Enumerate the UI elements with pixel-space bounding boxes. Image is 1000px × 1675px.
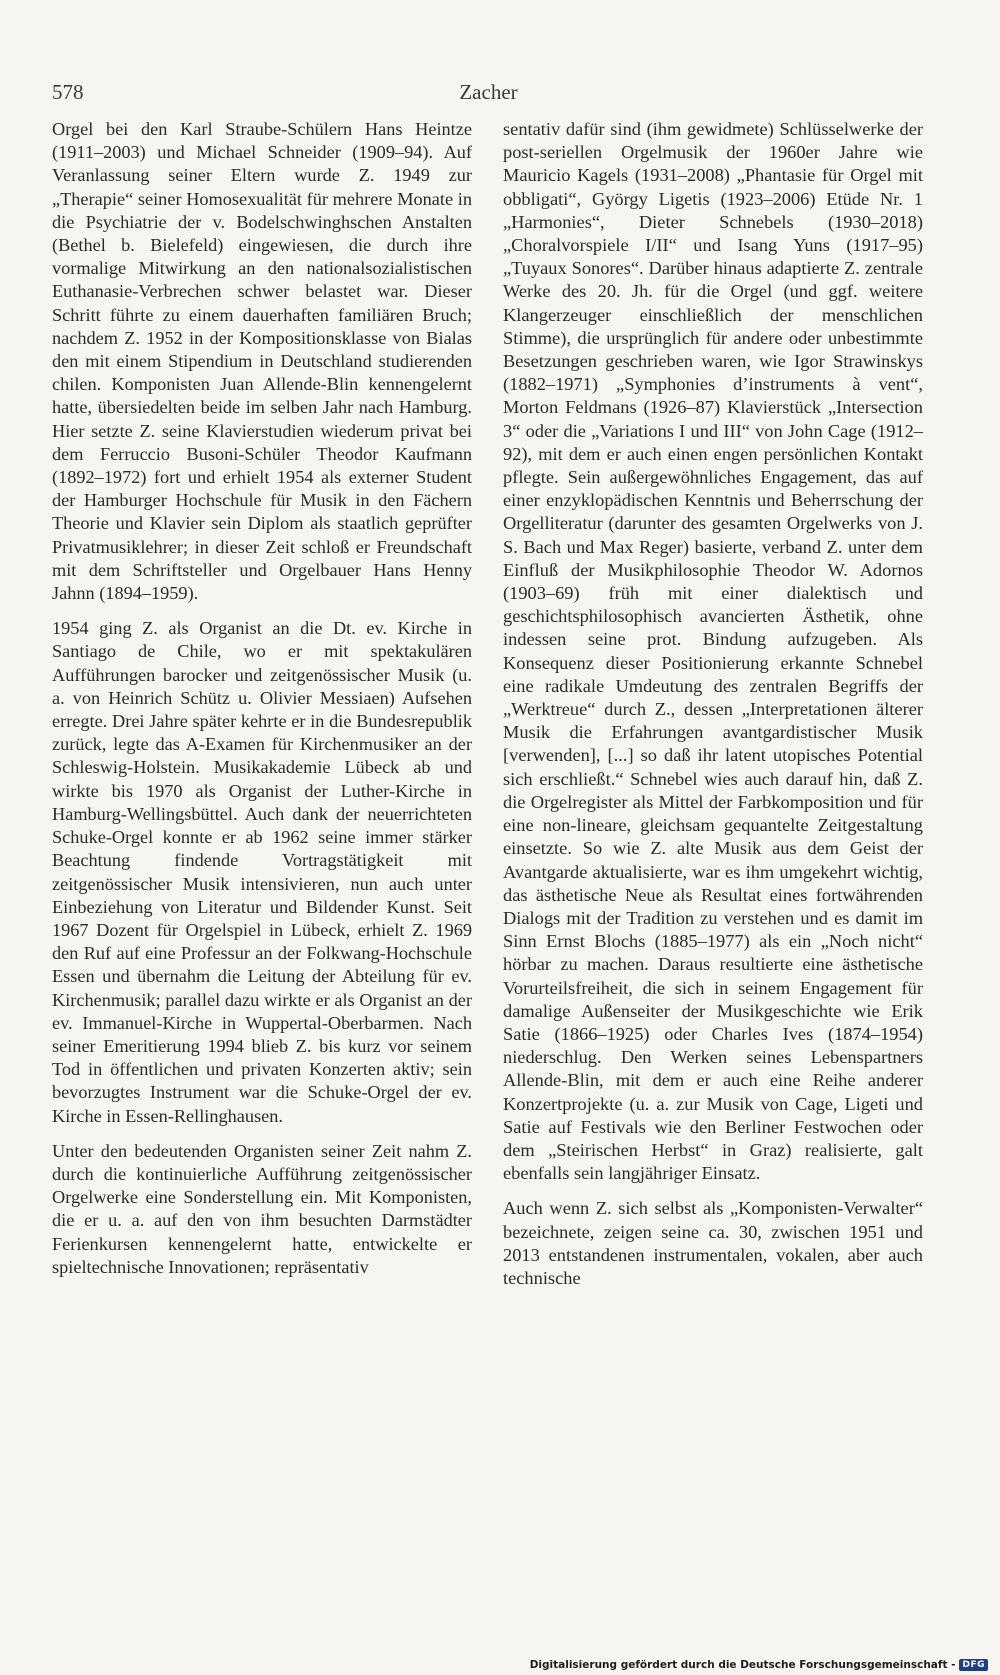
paragraph: 1954 ging Z. als Organist an die Dt. ev. Kirche in Santiago de Chile, wo er mit spektakulären Aufführungen barocker und zeitgenössischer Musik (u. a. von Heinrich Schütz u. Olivier Messiaen) Aufsehen erregte. Drei Jahre später kehrte er in die Bundesrepublik zurück, legte das A-Examen für Kirchenmusiker an der Schleswig-Holstein. Musikakademie Lübeck ab und wirkte bis 1970 als Organist der Luther-Kirche in Hamburg-Wellingsbüttel. Auch dank der neuerrichteten Schuke-Orgel konnte er ab 1962 seine immer stärker Beachtung findende Vortragstätigkeit mit zeitgenössischer Musik intensivieren, nun auch unter Einbeziehung von Literatur und Bildender Kunst. Seit 1967 Dozent für Orgelspiel in Lübeck, erhielt Z. 1969 den Ruf auf eine Professur an der Folkwang-Hochschule Essen und übernahm die Leitung der Abteilung für ev. Kirchenmusik; parallel dazu wirkte er als Organist an der ev. Immanuel-Kirche in Wuppertal-Oberbarmen. Nach seiner Emeritierung 1994 blieb Z. bis kurz vor seinem Tod in öffentlichen und privaten Konzerten aktiv; sein bevorzugtes Instrument war die Schuke-Orgel der ev. Kirche in Essen-Rellinghausen.: [52, 618, 472, 1126]
dfg-logo: DFG: [959, 1659, 988, 1671]
digitization-credit: [530, 1659, 988, 1671]
page-number: 578: [52, 80, 84, 104]
paragraph: sentativ dafür sind (ihm gewidmete) Schlüsselwerke der post-seriellen Orgelmusik der 1960er Jahre wie Mauricio Kagels (1931–2008) „Phantasie für Orgel mit obbligati“, György Ligetis (1923–2006) Etüde Nr. 1 „Harmonies“, Dieter Schnebels (1930–2018) „Choralvorspiele I/II“ und Isang Yuns (1917–95) „Tuyaux Sonores“. Darüber hinaus adaptierte Z. zentrale Werke des 20. Jh. für die Orgel (und ggf. weitere Klangerzeuger einschließlich der menschlichen Stimme), die ursprünglich für andere oder unbestimmte Besetzungen geschrieben waren, wie Igor Strawinskys (1882–1971) „Symphonies d’instruments à vent“, Morton Feldmans (1926–87) Klavierstück „Intersection 3“ oder die „Variations I und III“ von John Cage (1912–92), mit dem er auch einen engen persönlichen Kontakt pflegte. Sein außergewöhnliches Engagement, das auf einer enzyklopädischen Kenntnis und Beherrschung der Orgelliteratur (darunter des gesamten Orgelwerks von J. S. Bach und Max Reger) basierte, verband Z. unter dem Einfluß der Musikphilosophie Theodor W. Adornos (1903–69) früh mit einer dialektisch und geschichtsphilosophisch avancierten Ästhetik, ohne indessen seine prot. Bindung aufzugeben. Als Konsequenz dieser Positionierung erkannte Schnebel eine radikale Umdeutung des zentralen Begriffs der „Werktreue“ durch Z., dessen „Interpretationen älterer Musik die Erfahrungen avantgardistischer Musik [verwenden], [...] so daß ihr latent utopisches Potential sich erschließt.“ Schnebel wies auch darauf hin, daß Z. die Orgelregister als Mittel der Farbkomposition und für eine non-lineare, gleichsam gequantelte Zeitgestaltung einsetzte. So wie Z. alte Musik aus dem Geist der Avantgarde aktualisierte, war es ihm umgekehrt wichtig, das ästhetische Neue als Resultat eines fortwährenden Dialogs mit der Tradition zu verstehen und es damit im Sinn Ernst Blochs (1885–1977) als ein „Noch nicht“ hörbar zu machen. Daraus resultierte eine ästhetische Vorurteilsfreiheit, die sich in seinem Engagement für damalige Außenseiter der Musikgeschichte wie Erik Satie (1866–1925) oder Charles Ives (1874–1954) niederschlug. Den Werken seines Lebenspartners Allende-Blin, mit dem er auch eine Reihe anderer Konzertprojekte (u. a. zur Musik von Cage, Ligeti und Satie auf Festivals wie den Berliner Festwochen oder dem „Steirischen Herbst“ in Graz) realisierte, galt ebenfalls sein langjähriger Einsatz.: [503, 119, 923, 1184]
paragraph: Auch wenn Z. sich selbst als „Komponisten-Verwalter“ bezeichnete, zeigen seine ca. 30, zwischen 1951 und 2013 entstandenen instrumentalen, vokalen, aber auch technische: [503, 1198, 923, 1288]
credit-text: Digitalisierung gefördert durch die Deutsche Forschungsgemeinschaft -: [529, 1659, 956, 1671]
paragraph: Unter den bedeutenden Organisten seiner Zeit nahm Z. durch die kontinuierliche Aufführung zeitgenössischer Orgelwerke eine Sonderstellung ein. Mit Komponisten, die er u. a. auf den von ihm besuchten Darmstädter Ferienkursen kennengelernt hatte, entwickelte er spieltechnische Innovationen; repräsentativ: [52, 1140, 472, 1277]
left-column: [52, 118, 472, 1279]
right-column: [503, 118, 923, 1290]
page-header: [52, 80, 925, 110]
paragraph: Orgel bei den Karl Straube-Schülern Hans Heintze (1911–2003) und Michael Schneider (1909–94). Auf Veranlassung seiner Eltern wurde Z. 1949 zur „Therapie“ seiner Homosexualität für mehrere Monate in die Psychiatrie der v. Bodelschwinghschen Anstalten (Bethel b. Bielefeld) eingewiesen, die durch ihre vormalige Mitwirkung an den nationalsozialistischen Euthanasie-Verbrechen schwer belastet war. Dieser Schritt führte zu einem dauerhaften familiären Bruch; nachdem Z. 1952 in der Kompositionsklasse von Bialas den mit einem Stipendium in Deutschland studierenden chilen. Komponisten Juan Allende-Blin kennengelernt hatte, übersiedelten beide im selben Jahr nach Hamburg. Hier setzte Z. seine Klavierstudien wiederum privat bei dem Ferruccio Busoni-Schüler Theodor Kaufmann (1892–1972) fort und erhielt 1954 als externer Student der Hamburger Hochschule für Musik in den Fächern Theorie und Klavier sein Diplom als staatlich geprüfter Privatmusiklehrer; in dieser Zeit schloß er Freundschaft mit dem Schriftsteller und Orgelbauer Hans Henny Jahnn (1894–1959).: [52, 119, 472, 604]
running-head: Zacher: [459, 80, 518, 104]
